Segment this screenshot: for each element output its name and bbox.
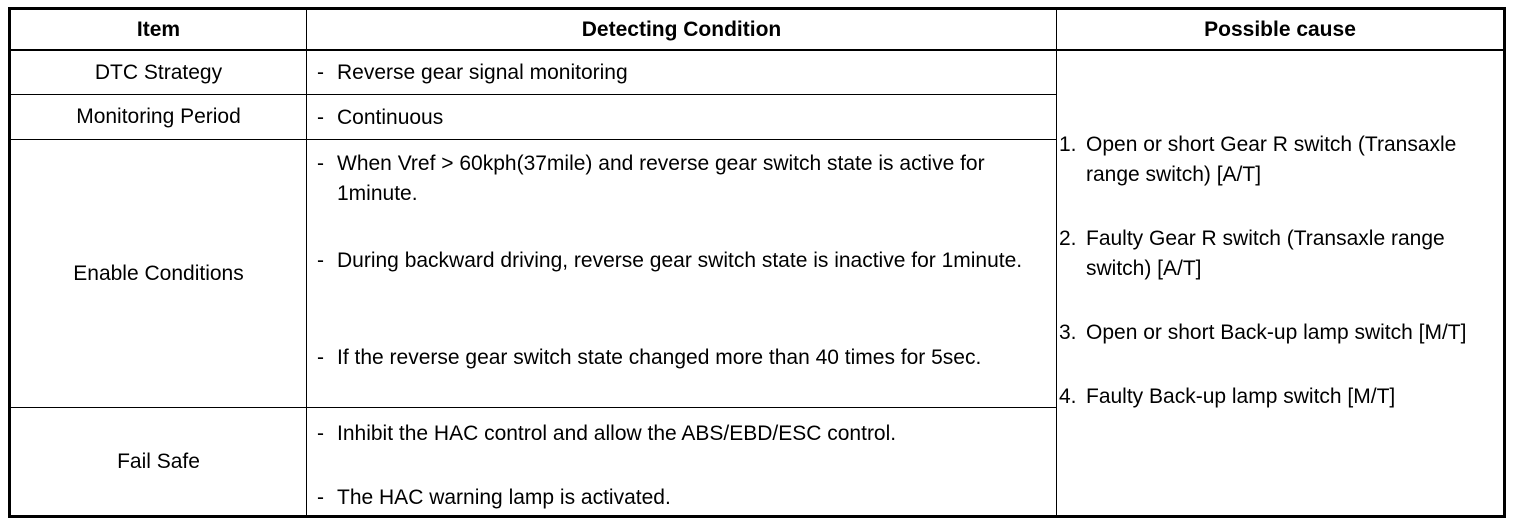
dtc-table — [8, 7, 1506, 518]
enable-condition-3 — [312, 343, 1054, 373]
condition-text: During backward driving, reverse gear switch state is inactive for 1minute. — [337, 249, 1023, 272]
bullet-dash: - — [317, 61, 324, 84]
cause-text: Open or short Back-up lamp switch [M/T] — [1086, 321, 1467, 344]
cause-item-1 — [1059, 130, 1505, 190]
cause-text: Faulty Back-up lamp switch [M/T] — [1086, 385, 1396, 408]
condition-dtc-strategy — [312, 58, 1054, 88]
condition-text: When Vref > 60kph(37mile) and reverse gear switch state is active for 1minute. — [337, 152, 985, 205]
fail-safe-condition-1 — [312, 419, 1054, 449]
column-divider-2 — [1056, 10, 1057, 515]
cause-item-3 — [1059, 318, 1505, 348]
cause-text: Open or short Gear R switch (Transaxle range switch) [A/T] — [1086, 133, 1457, 186]
header-possible-cause: Possible cause — [1204, 17, 1356, 41]
enable-condition-1 — [312, 149, 1050, 209]
condition-text: The HAC warning lamp is activated. — [337, 486, 671, 509]
bullet-dash: - — [317, 249, 324, 272]
item-dtc-strategy: DTC Strategy — [94, 60, 223, 84]
possible-cause-list — [1059, 130, 1505, 446]
cause-text: Faulty Gear R switch (Transaxle range switch) [A/T] — [1086, 227, 1445, 280]
bullet-dash: - — [317, 346, 324, 369]
bullet-dash: - — [317, 486, 324, 509]
enable-condition-2 — [312, 246, 1054, 276]
cause-number: 1. — [1059, 133, 1077, 156]
cause-number: 4. — [1059, 385, 1077, 408]
condition-text: Inhibit the HAC control and allow the ABS/EBD/ESC control. — [337, 422, 897, 445]
bullet-dash: - — [317, 422, 324, 445]
bullet-dash: - — [317, 152, 324, 175]
bullet-dash: - — [317, 106, 324, 129]
condition-text: Continuous — [337, 106, 444, 129]
item-fail-safe: Fail Safe — [117, 449, 200, 473]
condition-text: Reverse gear signal monitoring — [337, 61, 628, 84]
cause-number: 3. — [1059, 321, 1077, 344]
condition-text: If the reverse gear switch state changed more than 40 times for 5sec. — [337, 346, 982, 369]
item-monitoring-period: Monitoring Period — [76, 105, 241, 128]
header-item: Item — [136, 17, 181, 41]
fail-safe-condition-2 — [312, 483, 1054, 513]
cause-item-4 — [1059, 382, 1505, 412]
cause-item-2 — [1059, 224, 1505, 284]
column-divider-1 — [306, 10, 307, 515]
cause-number: 2. — [1059, 227, 1077, 250]
condition-monitoring-period — [312, 103, 1054, 133]
item-enable-conditions: Enable Conditions — [73, 261, 244, 285]
header-detecting-condition: Detecting Condition — [581, 17, 782, 41]
